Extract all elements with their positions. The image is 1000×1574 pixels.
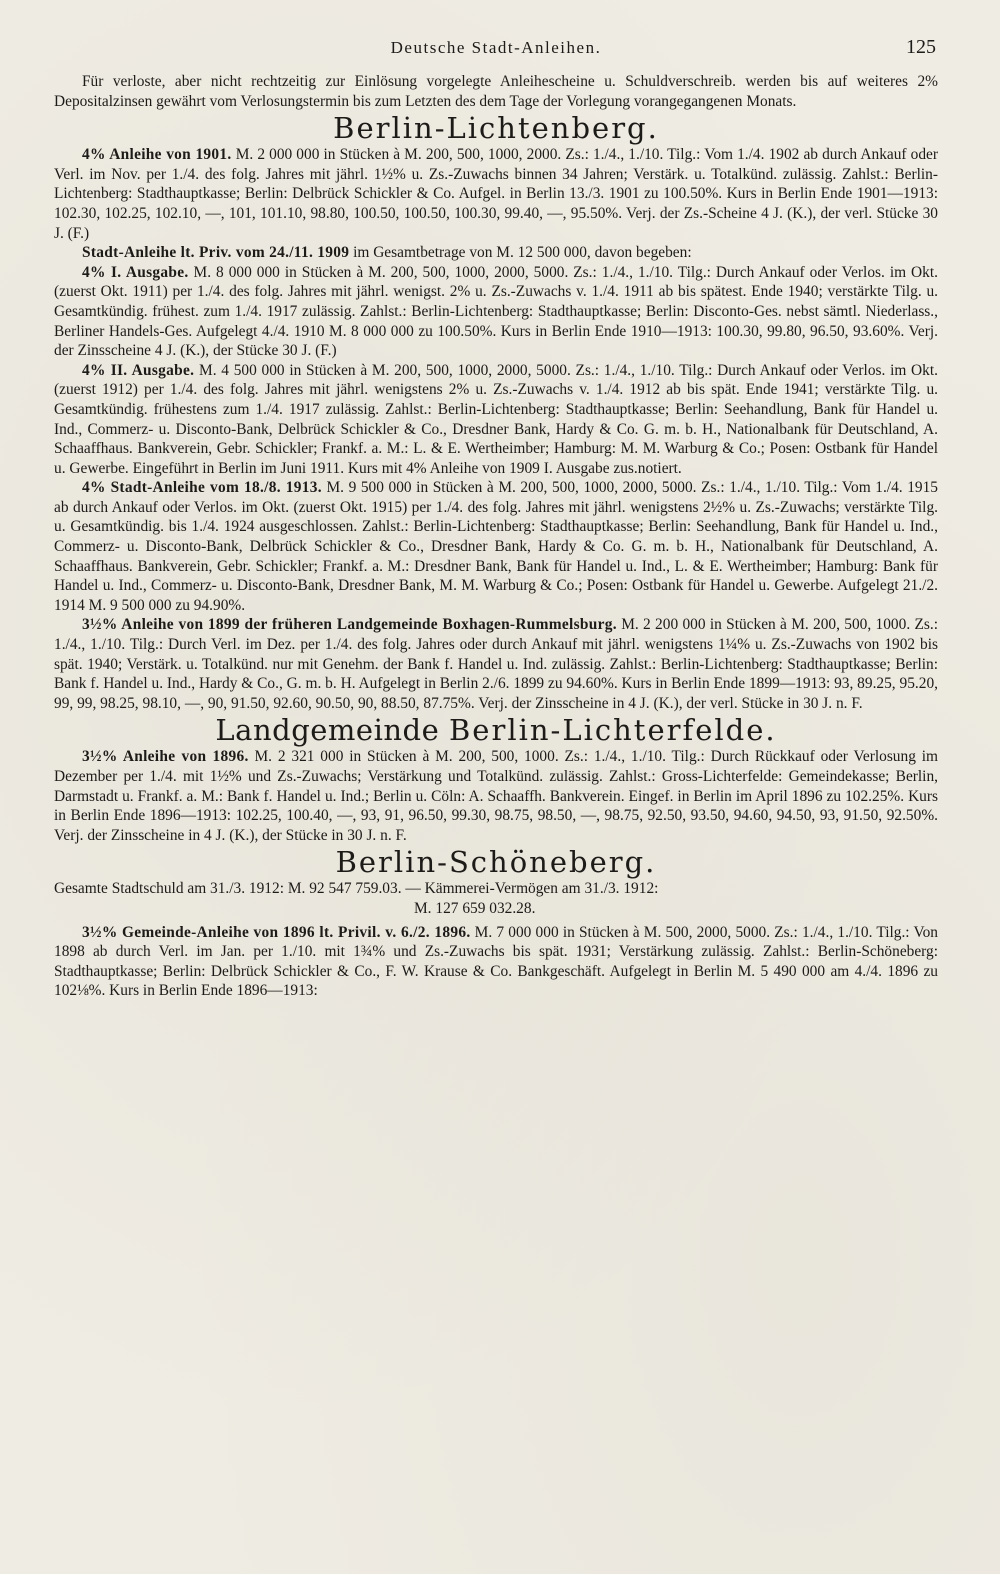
section-title-berlin-lichtenberg [54,111,938,145]
entry-paragraph [54,145,938,243]
entry-paragraph [54,923,938,1001]
section-title-prefix: Landgemeinde [215,713,449,748]
entry-lead: Stadt-Anleihe lt. Priv. vom 24./11. 1909 [82,244,350,262]
running-head [54,26,938,66]
entry-paragraph [54,478,938,615]
entry-lead: 4% II. Ausgabe. [82,361,195,379]
entry-paragraph [54,263,938,361]
entry-lead: 3½% Anleihe von 1899 der früheren Landgemeinde Boxhagen-Rummelsburg. [82,616,617,634]
debt-statistics [54,879,938,918]
running-title: Deutsche Stadt-Anleihen. [390,38,602,57]
entry-text: im Gesamtbetrage von M. 12 500 000, davon begeben: [353,244,692,262]
entry-text: M. 2 000 000 in Stücken à M. 200, 500, 1000, 2000. Zs.: 1./4., 1./10. Tilg.: Vom 1./4. 1902 ab durch Ankauf oder Verl. im Nov. per 1./4. des folg. Jahres mit jährl. 1½% u. Zs.-Zuwachs binnen 34 Jahren; Verstärk. u. Totalkünd. zulässig. Zahlst.: Berlin-Lichtenberg: Stadthauptkasse; Berlin: Delbrück Schickler & Co. Aufgel. in Berlin 13./3. 1901 zu 100.50%. Kurs in Berlin Ende 1901—1913: 102.30, 102.25, 102.10, —, 101, 101.10, 98.80, 100.50, 100.50, 100.30, 99.40, —, 95.50%. Verj. der Zs.-Scheine 4 J. (K.), der verl. Stücke 30 J. (F.) [54,146,938,242]
entry-lead: 4% I. Ausgabe. [82,263,189,281]
entry-text: M. 8 000 000 in Stücken à M. 200, 500, 1000, 2000, 5000. Zs.: 1./4., 1./10. Tilg.: Durch Ankauf oder Verlos. im Okt. (zuerst Okt. 1911) per 1./4. des folg. Jahres mit jährl. wenigst. 2% u. Zs.-Zuwachs v. 1./4. 1911 ab bis spätest. Ende 1940; verstärkte Tilg. u. Gesamtkündig. frühest. zum 1./4. 1917 zulässig. Zahlst.: Berlin-Lichtenberg: Stadthauptkasse; Berlin: Disconto-Ges. nebst sämtl. Niederlass., Berliner Handels-Ges. Aufgelegt 4./4. 1910 M. 8 000 000 zu 100.50%. Kurs in Berlin Ende 1910—1913: 100.30, 99.80, 96.50, 93.60%. Verj. der Zinsscheine 4 J. (K.), der Stücke 30 J. (F.) [54,263,938,360]
entry-text: M. 4 500 000 in Stücken à M. 200, 500, 1000, 2000, 5000. Zs.: 1./4., 1./10. Tilg.: Durch Ankauf oder Verlos. im Okt. (zuerst 1912) per 1./4. des folg. Jahres mit jährl. wenigstens 2% u. Zs.-Zuwachs v. 1./4. 1912 ab bis spät. Ende 1941; verstärkte Tilg. u. Gesamtkündig. frühestens zum 1./4. 1917 zulässig. Zahlst.: Berlin-Lichtenberg: Stadthauptkasse; Berlin: Seehandlung, Bank für Handel u. Ind., Commerz- u. Disconto-Bank, Delbrück Schickler & Co., Dresdner Bank, Hardy & Co. G. m. b. H., Nationalbank für Deutschland, A. Schaaffhaus. Bankverein, Gebr. Schickler; Frankf. a. M.: L. & E. Wertheimber; Hamburg: M. M. Warburg & Co.; Posen: Ostbank für Handel u. Gewerbe. Eingeführt in Berlin im Juni 1911. Kurs mit 4% Anleihe von 1909 I. Ausgabe zus.notiert. [54,361,938,477]
entry-text: M. 7 000 000 in Stücken à M. 500, 2000, 5000. Zs.: 1./4., 1./10. Tilg.: Von 1898 ab durch Verl. im Jan. per 1./10. mit 1¾% und Zs.-Zuwachs bis spät. 1931; Verstärkung zulässig. Zahlst.: Berlin-Schöneberg: Stadthauptkasse; Berlin: Delbrück Schickler & Co., F. W. Krause & Co. Bankgeschäft. Aufgelegt in Berlin M. 5 490 000 am 4./4. 1896 zu 102⅛%. Kurs in Berlin Ende 1896—1913: [54,923,938,1000]
stats-line: M. 127 659 032.28. [414,899,536,917]
entry-paragraph [54,615,938,713]
entry-paragraph [54,361,938,479]
section-title-text: Berlin-Lichterfelde. [448,713,777,748]
entry-text: M. 2 200 000 in Stücken à M. 200, 500, 1000. Zs.: 1./4., 1./10. Tilg.: Durch Verl. im Dez. per 1./4. des folg. Jahres oder durch Ankauf mit jährl. wenigstens 1¼% u. Zs.-Zuwachs von 1902 bis spät. 1940; Verstärk. u. Totalkünd. nur mit Genehm. der Bank f. Handel u. Ind. zulässig. Zahlst.: Berlin-Lichtenberg: Stadthauptkasse; Berlin: Bank f. Handel u. Ind., Hardy & Co., G. m. b. H. Aufgelegt in Berlin 2./6. 1899 zu 94.60%. Kurs in Berlin Ende 1899—1913: 93, 89.25, 95.20, 99, 99, 98.25, 98.10, —, 90, 91.50, 92.60, 90.50, 90, 88.50, 87.75%. Verj. der Zinsscheine in 4 J. (K.), der verl. Stücke in 30 J. n. F. [54,616,938,712]
entry-text: M. 2 321 000 in Stücken à M. 200, 500, 1000. Zs.: 1./4., 1./10. Tilg.: Durch Rückkauf oder Verlosung im Dezember per 1./4. mit 1½% und Zs.-Zuwachs; Verstärkung und Totalkünd. zulässig. Zahlst.: Gross-Lichterfelde: Gemeindekasse; Berlin, Darmstadt u. Frankf. a. M.: Bank f. Handel u. Ind.; Berlin u. Cöln: A. Schaaffh. Bankverein. Eingef. in Berlin im April 1896 zu 102.25%. Kurs in Berlin Ende 1896—1913: 102.25, 100.40, —, 93, 91, 96.50, 99.30, 98.75, 98.50, —, 98.75, 92.50, 93.50, 94.60, 94.50, 93, 91.50, 92.50%. Verj. der Zinsscheine in 4 J. (K.), der Stücke in 30 J. n. F. [54,748,938,844]
intro-paragraph: Für verloste, aber nicht rechtzeitig zur Einlösung vorgelegte Anleihescheine u. Schuldverschreib. werden bis auf weiteres 2% Depositalzinsen gewährt vom Verlosungstermin bis zum Letzten des dem Tage der Vorlegung vorangegangenen Monats. [54,73,938,110]
entry-lead: 3½% Anleihe von 1896. [82,748,249,766]
section-title-berlin-schoeneberg [54,845,938,879]
stats-line: Gesamte Stadtschuld am 31./3. 1912: M. 92 547 759.03. — Kämmerei-Vermögen am 31./3. 1912: [54,880,659,898]
entry-paragraph [54,243,938,263]
entry-lead: 3½% Gemeinde-Anleihe von 1896 lt. Privil. v. 6./2. 1896. [82,923,471,941]
entry-lead: 4% Stadt-Anleihe vom 18./8. 1913. [82,479,322,497]
entry-text: M. 9 500 000 in Stücken à M. 200, 500, 1000, 2000, 5000. Zs.: 1./4., 1./10. Tilg.: Vom 1./4. 1915 ab durch Ankauf oder Verlos. im Okt. (zuerst Okt. 1915) per 1./4. des folg. Jahres mit jährl. wenigstens 2½% u. Zs.-Zuwachs; verstärkte Tilg. u. Gesamtkündig. bis 1./4. 1924 ausgeschlossen. Zahlst.: Berlin-Lichtenberg: Stadthauptkasse; Berlin: Seehandlung, Bank für Handel u. Ind., Commerz- u. Disconto-Bank, Delbrück Schickler & Co., Dresdner Bank, Hardy & Co. G. m. b. H., Nationalbank für Deutschland, A. Schaaffhaus. Bankverein, Gebr. Schickler; Frankf. a. M.: Dresdner Bank, Bank für Handel u. Ind., L. & E. Wertheimber; Hamburg: Bank für Handel u. Ind., Commerz- u. Disconto-Bank, Dresdner Bank, M. M. Warburg & Co.; Posen: Ostbank für Handel u. Gewerbe. Aufgelegt 21./2. 1914 M. 9 500 000 zu 94.90%. [54,479,938,614]
section-title-text: Berlin-Lichtenberg. [333,111,659,146]
entry-lead: 4% Anleihe von 1901. [82,146,232,164]
page-number: 125 [906,36,936,58]
entry-paragraph [54,747,938,845]
section-title-berlin-lichterfelde [54,713,938,747]
section-title-text: Berlin-Schöneberg. [335,845,657,880]
